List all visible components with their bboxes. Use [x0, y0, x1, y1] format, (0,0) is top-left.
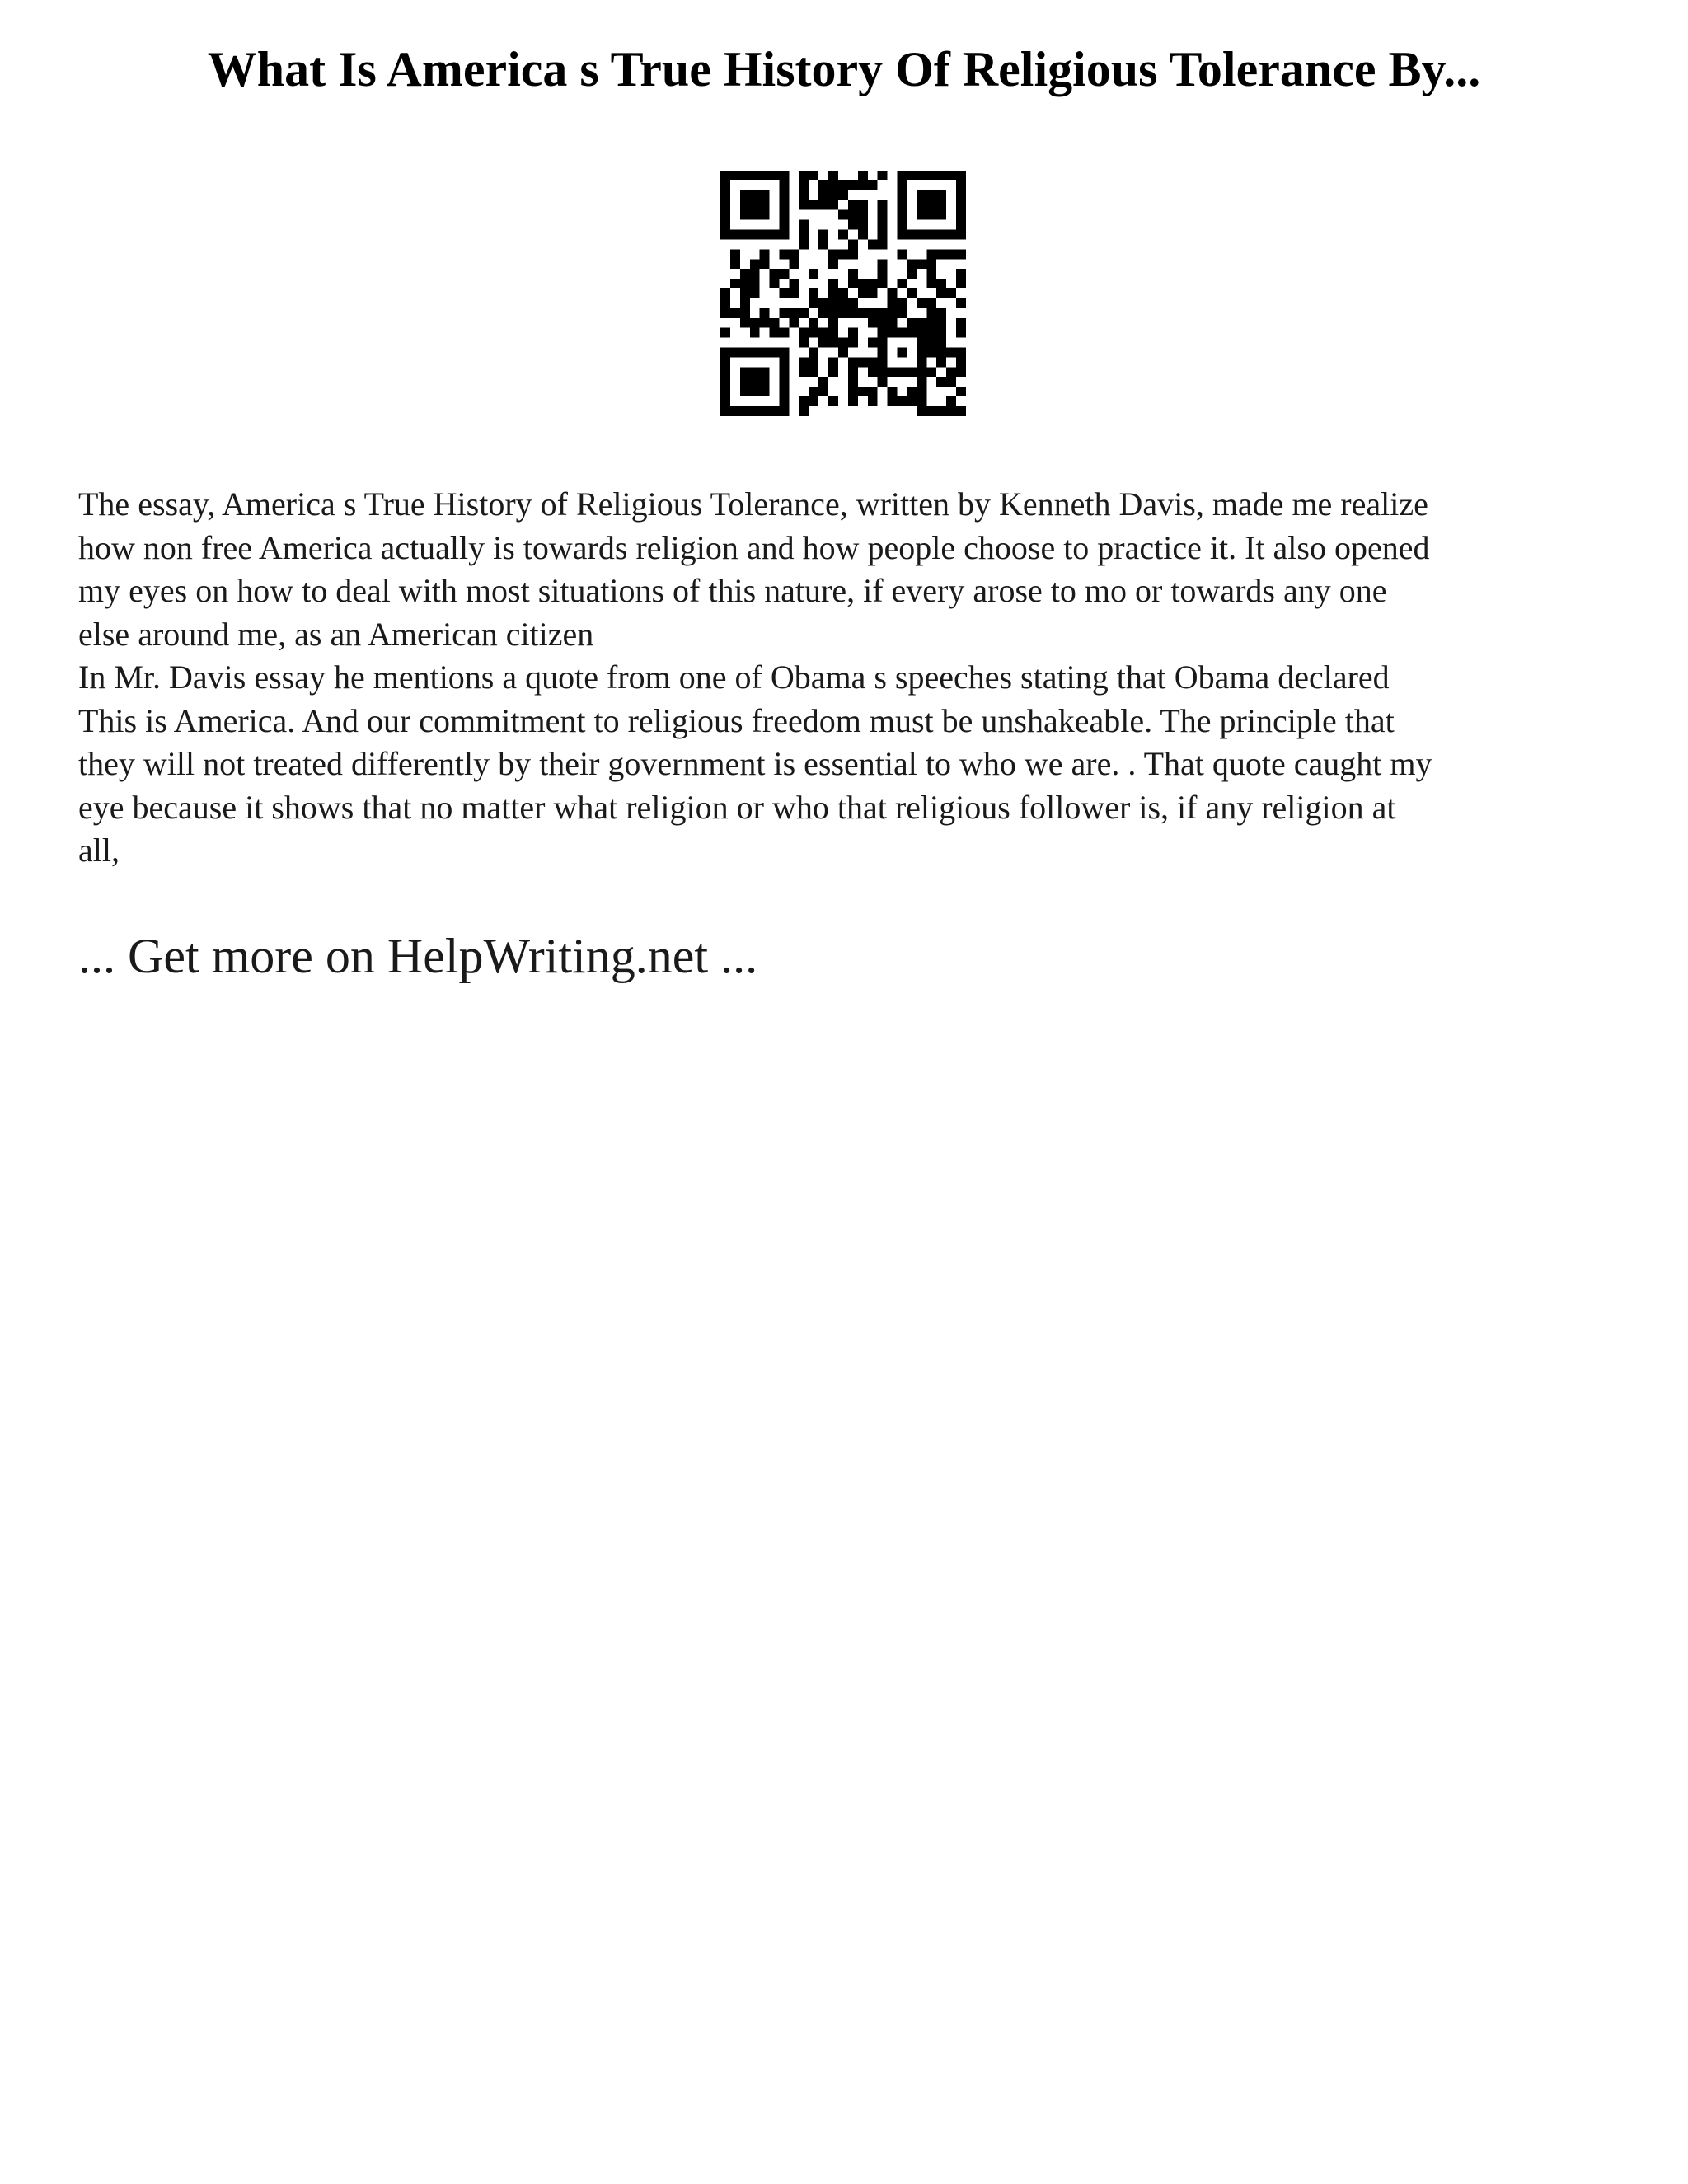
qr-code-icon[interactable]	[720, 171, 966, 416]
essay-body	[78, 483, 1628, 873]
page-title: What Is America s True History Of Religious Tolerance By...	[207, 42, 1481, 96]
essay-paragraph: In Mr. Davis essay he mentions a quote from one of Obama s speeches stating that Obama declared This is America. And our commitment to religious freedom must be unshakeable. The principle that they will not treated differently by their government is essential to who we are. . That quote caught my eye because it shows that no matter what religion or who that religious follower is, if any religion at all,	[78, 658, 1432, 869]
qr-code-graphic	[720, 171, 966, 416]
get-more-link[interactable]: ... Get more on HelpWriting.net ...	[78, 929, 758, 983]
essay-paragraph: The essay, America s True History of Religious Tolerance, written by Kenneth Davis, made me realize how non free America actually is towards religion and how people choose to practice it. It also opened my eyes on how to deal with most situations of this nature, if every arose to mo or towards any one else around me, as an American citizen	[78, 485, 1430, 653]
